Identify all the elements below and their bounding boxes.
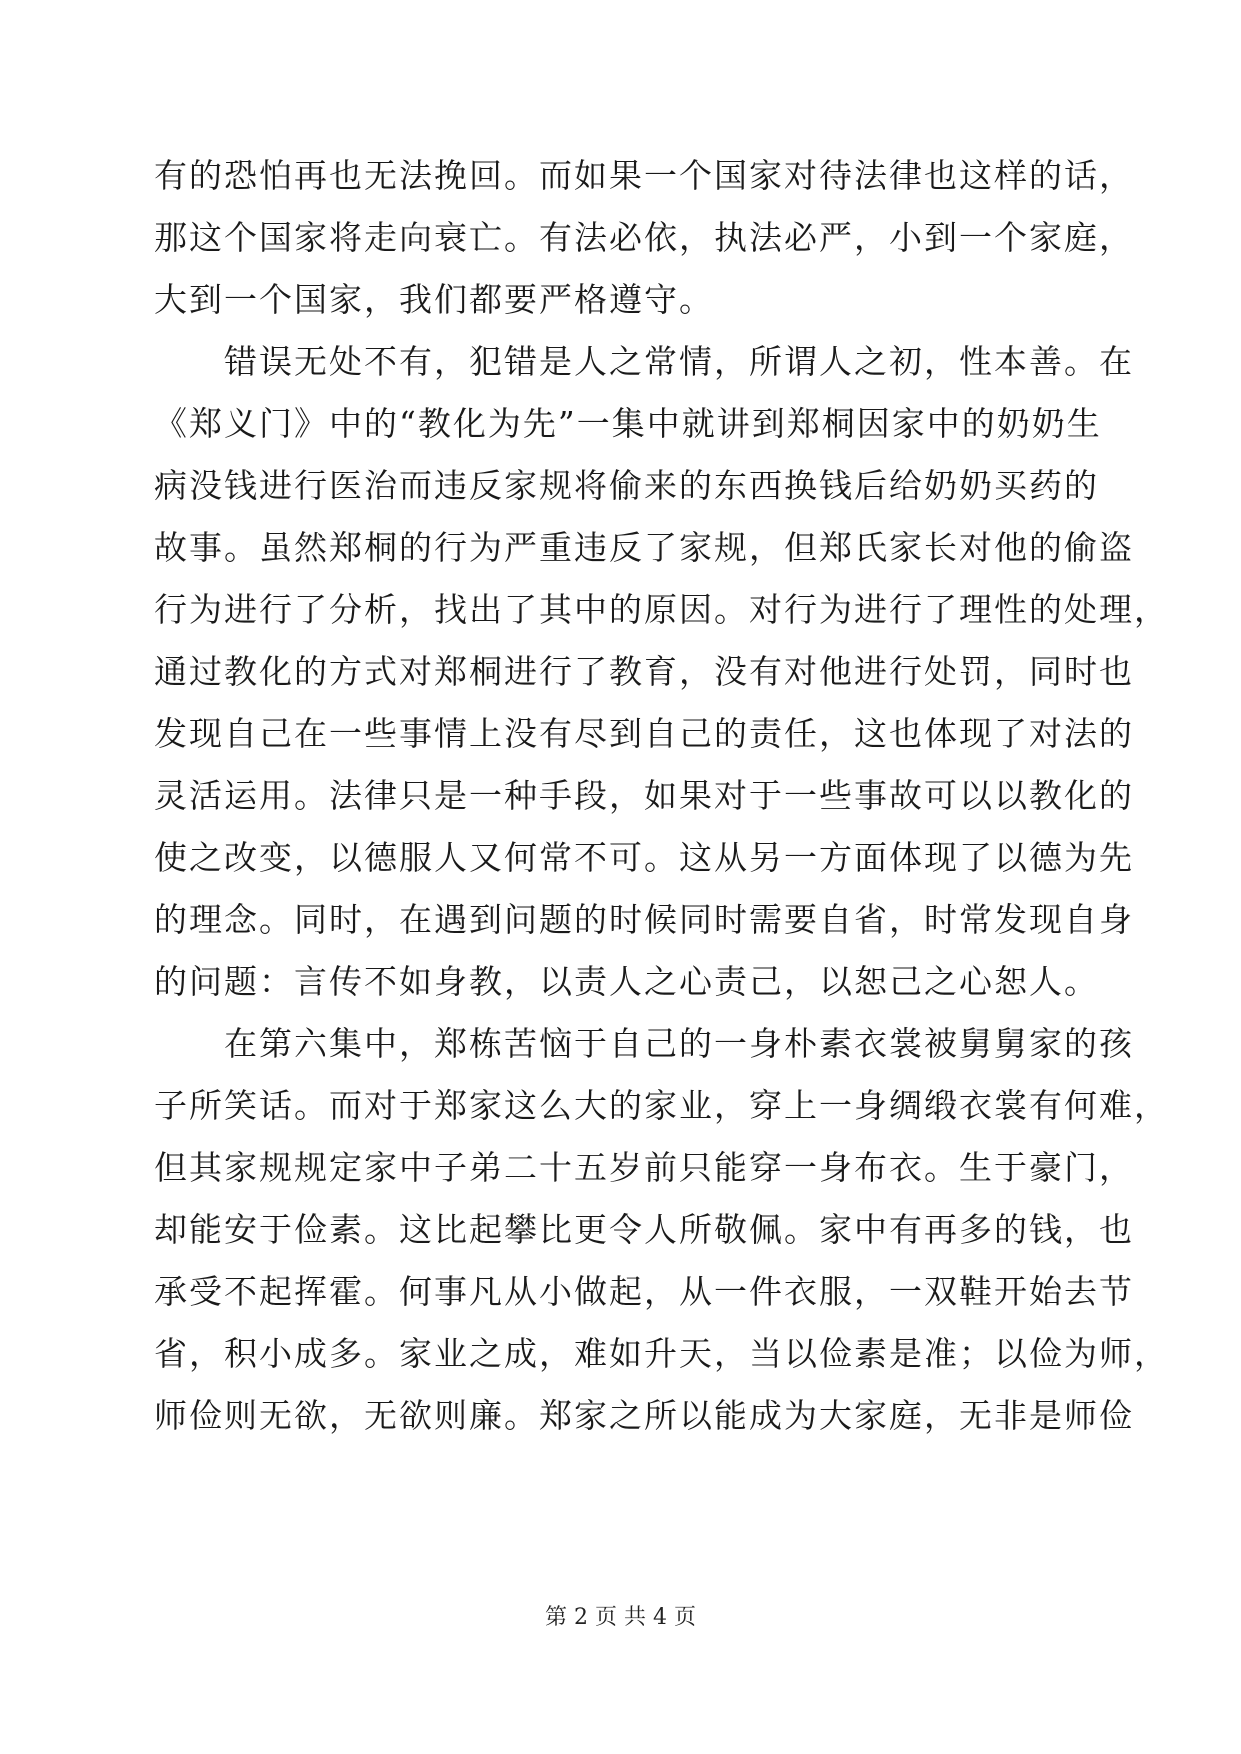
- text-line: 子所笑话。而对于郑家这么大的家业，穿上一身绸缎衣裳有何难，: [154, 1086, 1169, 1125]
- text-line: 在第六集中，郑栋苦恼于自己的一身朴素衣裳被舅舅家的孩: [224, 1024, 1134, 1063]
- text-line: 的问题：言传不如身教，以责人之心责己，以恕己之心恕人。: [154, 962, 1099, 1001]
- paragraph-2: [154, 331, 1169, 1013]
- text-line: 故事。虽然郑桐的行为严重违反了家规，但郑氏家长对他的偷盗: [154, 528, 1134, 567]
- text-line: 通过教化的方式对郑桐进行了教育，没有对他进行处罚，同时也: [154, 652, 1134, 691]
- text-line: 使之改变，以德服人又何常不可。这从另一方面体现了以德为先: [154, 838, 1134, 877]
- text-line: 师俭则无欲，无欲则廉。郑家之所以能成为大家庭，无非是师俭: [154, 1396, 1134, 1435]
- text-line: 省，积小成多。家业之成，难如升天，当以俭素是准；以俭为师，: [154, 1334, 1169, 1373]
- text-line: 发现自己在一些事情上没有尽到自己的责任，这也体现了对法的: [154, 714, 1134, 753]
- text-line: 错误无处不有，犯错是人之常情，所谓人之初，性本善。在: [224, 342, 1134, 381]
- paragraph-3: [154, 1013, 1169, 1447]
- text-line: 的理念。同时，在遇到问题的时候同时需要自省，时常发现自身: [154, 900, 1134, 939]
- text-line: 灵活运用。法律只是一种手段，如果对于一些事故可以以教化的: [154, 776, 1134, 815]
- text-line: 大到一个国家，我们都要严格遵守。: [154, 280, 714, 319]
- text-line: 病没钱进行医治而违反家规将偷来的东西换钱后给奶奶买药的: [154, 466, 1099, 505]
- text-line: 承受不起挥霍。何事凡从小做起，从一件衣服，一双鞋开始去节: [154, 1272, 1134, 1311]
- text-line: 却能安于俭素。这比起攀比更令人所敬佩。家中有再多的钱，也: [154, 1210, 1134, 1249]
- page-number: 第 2 页 共 4 页: [545, 1605, 696, 1630]
- text-line: 那这个国家将走向衰亡。有法必依，执法必严，小到一个家庭，: [154, 218, 1134, 257]
- text-line: 有的恐怕再也无法挽回。而如果一个国家对待法律也这样的话，: [154, 156, 1134, 195]
- document-body: [154, 145, 1169, 1447]
- text-line: 《郑义门》中的“教化为先”一集中就讲到郑桐因家中的奶奶生: [154, 404, 1102, 443]
- paragraph-1: [154, 145, 1134, 331]
- text-line: 但其家规规定家中子弟二十五岁前只能穿一身布衣。生于豪门，: [154, 1148, 1134, 1187]
- text-line: 行为进行了分析，找出了其中的原因。对行为进行了理性的处理，: [154, 590, 1169, 629]
